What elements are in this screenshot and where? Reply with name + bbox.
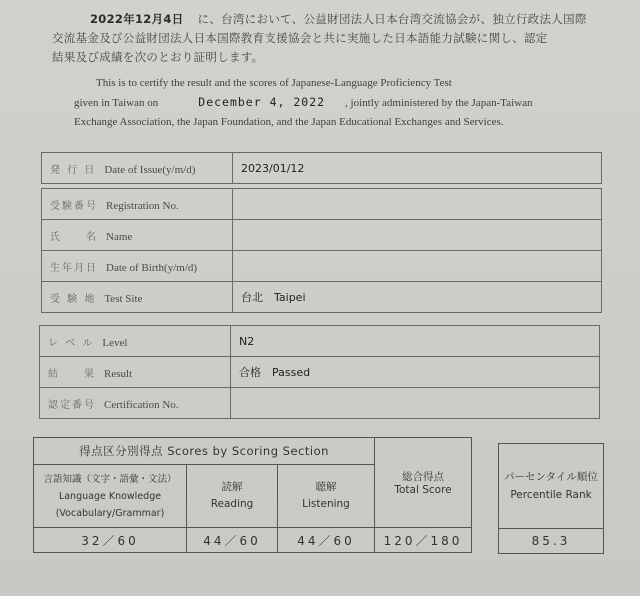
birth-row xyxy=(42,251,602,282)
total-score: 120／180 xyxy=(375,528,472,553)
section-jp: 言語知識（文字・語彙・文法） xyxy=(43,473,177,485)
intro-jp-line3: 結果及び成績を次のとおり証明します。 xyxy=(52,50,264,64)
label-en: Name xyxy=(106,230,133,243)
listening-score: 44／60 xyxy=(278,528,375,553)
intro-jp-line2: 交流基金及び公益財団法人日本国際教育支援協会と共に実施した日本語能力試験に関し、認定 xyxy=(52,31,548,45)
exam-date-jp: 2022年12月4日 xyxy=(90,12,184,26)
percentile-en: Percentile Rank xyxy=(510,489,592,501)
section-jp: 読解 xyxy=(221,481,243,493)
level-row xyxy=(40,326,600,357)
certification-label xyxy=(40,388,231,419)
section-en: Language Knowledge xyxy=(58,490,162,502)
label-jp: レ ベ ル xyxy=(48,337,95,349)
issue-date-value: 2023/01/12 xyxy=(233,153,602,184)
intro-en-prefix: given in Taiwan on xyxy=(74,97,159,109)
label-jp: 結 果 xyxy=(48,368,96,380)
name-row xyxy=(42,220,602,251)
label-en: Level xyxy=(102,336,128,349)
level-value: N2 xyxy=(231,326,600,357)
test-site-value: 台北 Taipei xyxy=(233,282,602,313)
name-label xyxy=(42,220,233,251)
language-knowledge-header xyxy=(34,465,187,528)
section-en2: (Vocabulary/Grammar) xyxy=(55,507,165,519)
scores-table xyxy=(33,437,472,553)
label-en: Registration No. xyxy=(106,199,179,212)
result-label xyxy=(40,357,231,388)
issue-date-table xyxy=(41,152,602,184)
test-site-row xyxy=(42,282,602,313)
result-table xyxy=(39,325,600,419)
percentile-table xyxy=(498,443,604,554)
registration-label xyxy=(42,189,233,220)
section-en: Reading xyxy=(210,498,254,510)
name-value xyxy=(233,220,602,251)
percentile-value: 85.3 xyxy=(499,529,604,554)
label-en: Date of Issue(y/m/d) xyxy=(104,163,196,176)
issue-date-row xyxy=(42,153,602,184)
label-en: Certification No. xyxy=(104,398,179,411)
certification-row xyxy=(40,388,600,419)
intro-en-line3: Exchange Association, the Japan Foundation, and the Japan Educational Exchanges and Services. xyxy=(74,116,504,128)
registration-value xyxy=(233,189,602,220)
birth-value xyxy=(233,251,602,282)
exam-date-en: December 4, 2022 xyxy=(198,95,326,109)
certification-value xyxy=(231,388,600,419)
intro-en-line1: This is to certify the result and the scores of Japanese-Language Proficiency Test xyxy=(96,77,452,89)
label-en: Date of Birth(y/m/d) xyxy=(106,261,198,274)
percentile-jp: パーセンタイル順位 xyxy=(504,471,598,483)
issue-date-label xyxy=(42,153,233,184)
language-knowledge-score: 32／60 xyxy=(34,528,187,553)
label-jp: 認定番号 xyxy=(48,399,96,411)
total-score-header xyxy=(375,438,472,528)
intro-en-suffix: , jointly administered by the Japan-Taiwan xyxy=(345,97,533,109)
reading-header xyxy=(187,465,278,528)
section-jp: 聴解 xyxy=(315,481,337,493)
label-jp: 受 験 地 xyxy=(50,293,97,305)
level-label xyxy=(40,326,231,357)
registration-row xyxy=(42,189,602,220)
scores-header: 得点区分別得点 Scores by Scoring Section xyxy=(34,438,375,465)
label-jp: 氏 名 xyxy=(50,231,98,243)
intro-english xyxy=(74,74,634,132)
total-en: Total Score xyxy=(394,484,452,496)
listening-header xyxy=(278,465,375,528)
section-en: Listening xyxy=(302,498,350,510)
birth-label xyxy=(42,251,233,282)
intro-japanese xyxy=(52,10,612,67)
reading-score: 44／60 xyxy=(187,528,278,553)
personal-info-table xyxy=(41,188,602,313)
percentile-header xyxy=(499,444,604,529)
label-en: Test Site xyxy=(104,292,143,305)
label-jp: 生年月日 xyxy=(50,262,98,274)
test-site-label xyxy=(42,282,233,313)
result-value: 合格 Passed xyxy=(231,357,600,388)
label-jp: 発 行 日 xyxy=(50,164,97,176)
result-row xyxy=(40,357,600,388)
label-jp: 受験番号 xyxy=(50,200,98,212)
intro-jp-line1: に、台湾において、公益財団法人日本台湾交流協会が、独立行政法人国際 xyxy=(197,12,587,26)
label-en: Result xyxy=(104,367,133,380)
total-jp: 総合得点 xyxy=(402,471,444,483)
